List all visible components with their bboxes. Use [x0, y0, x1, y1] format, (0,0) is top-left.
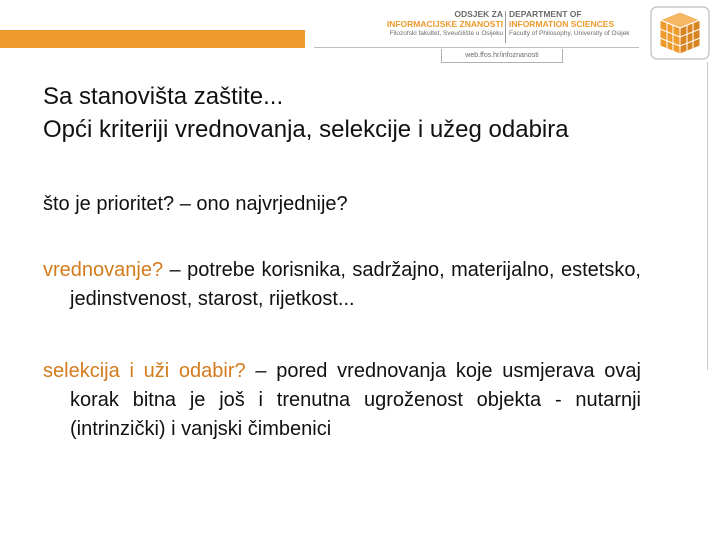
slide-title-line1: Sa stanovišta zaštite... [43, 83, 284, 110]
header-url: web.ffos.hr/infoznanosti [441, 49, 563, 63]
slide-title-line2: Opći kriteriji vrednovanja, selekcije i užeg odabira [43, 116, 569, 143]
evaluation-text: – potrebe korisnika, sadržajno, materijalno, estetsko, jedinstvenost, starost, rijetkost... [70, 259, 641, 310]
slide-title [43, 80, 683, 146]
header-hr-line1: ODSJEK ZA [454, 9, 503, 19]
header-english [509, 10, 639, 39]
selection-keyword: selekcija i uži odabir? [43, 360, 246, 382]
header-en-line1: DEPARTMENT OF [509, 9, 582, 19]
header-croatian [385, 10, 503, 39]
header-column-divider [505, 11, 506, 43]
priority-question: što je prioritet? – ono najvrjednije? [43, 193, 348, 215]
right-divider-line [707, 62, 708, 370]
header-en-line3: Faculty of Philosophy, University of Osijek [509, 30, 630, 37]
header-accent-bar [0, 30, 305, 48]
evaluation-paragraph [43, 256, 641, 314]
header-hr-line2: INFORMACIJSKE ZNANOSTI [386, 18, 503, 29]
department-header [385, 10, 640, 46]
header-en-line2: INFORMATION SCIENCES [509, 18, 615, 29]
cube-logo-icon [650, 6, 710, 60]
selection-text: – pored vrednovanja koje usmjerava ovaj korak bitna je još i trenutna ugroženost objekta - nutarnji (intrinzički) i vanjski čimbenici [70, 360, 641, 440]
selection-paragraph [43, 357, 641, 444]
header-divider-line [314, 47, 639, 48]
header-hr-line3: Filozofski fakultet, Sveučilište u Osijeku [389, 30, 503, 37]
evaluation-keyword: vrednovanje? [43, 259, 164, 281]
